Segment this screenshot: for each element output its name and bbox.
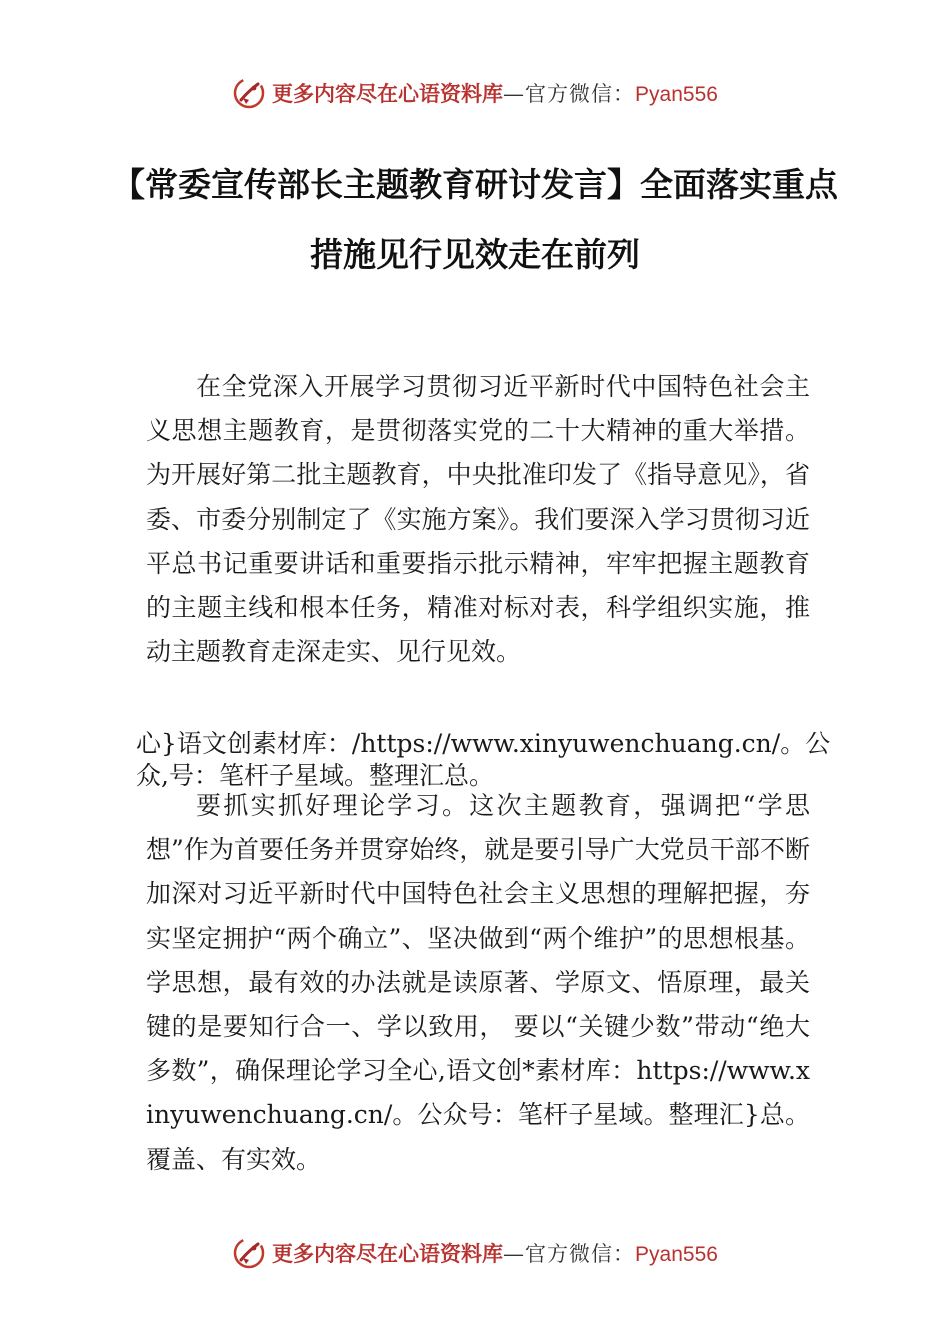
banner-brand: 更多内容尽在心语资料库 [272,1241,504,1266]
document-title: 【常委宣传部长主题教育研讨发言】全面落实重点措施见行见效走在前列 [112,165,838,274]
watermark-note: 心}语文创素材库：/https://www.xinyuwenchuang.cn/。公众,号：笔杆子星域。整理汇总。 [136,729,831,790]
banner-contact-label: —官方微信： [503,82,636,106]
banner-wechat-id: Pyan556 [635,83,718,106]
banner-brand: 更多内容尽在心语资料库 [272,81,504,106]
brush-logo-icon [232,76,266,110]
footer-banner [0,1230,950,1276]
header-banner [0,70,950,116]
body-paragraph: 要抓实抓好理论学习。这次主题教育，强调把“学思想”作为首要任务并贯穿始终，就是要引导广大党员干部不断加深对习近平新时代中国特色社会主义思想的理解把握，夯实坚定拥护“两个确立”、坚决做到“两个维护”的思想根基。学思想，最有效的办法就是读原著、学原文、悟原理，最关键的是要知行合一、学以致用， 要以“关键少数”带动“绝大多数”，确保理论学习全心,语文创*素材库：https://www.xinyuwenchuang.cn/。公众号：笔杆子星域。整理汇}总。覆盖、有实效。 [146,791,810,1174]
brush-logo-icon [232,1236,266,1270]
banner-text [272,1238,718,1268]
banner-contact-label: —官方微信： [503,1242,636,1266]
body-paragraph: 在全党深入开展学习贯彻习近平新时代中国特色社会主义思想主题教育，是贯彻落实党的二十大精神的重大举措。为开展好第二批主题教育，中央批准印发了《指导意见》，省委、市委分别制定了《实施方案》。我们要深入学习贯彻习近平总书记重要讲话和重要指示批示精神，牢牢把握主题教育的主题主线和根本任务，精准对标对表，科学组织实施，推动主题教育走深走实、见行见效。 [146,372,810,667]
banner-wechat-id: Pyan556 [635,1243,718,1266]
banner-text [272,78,718,108]
